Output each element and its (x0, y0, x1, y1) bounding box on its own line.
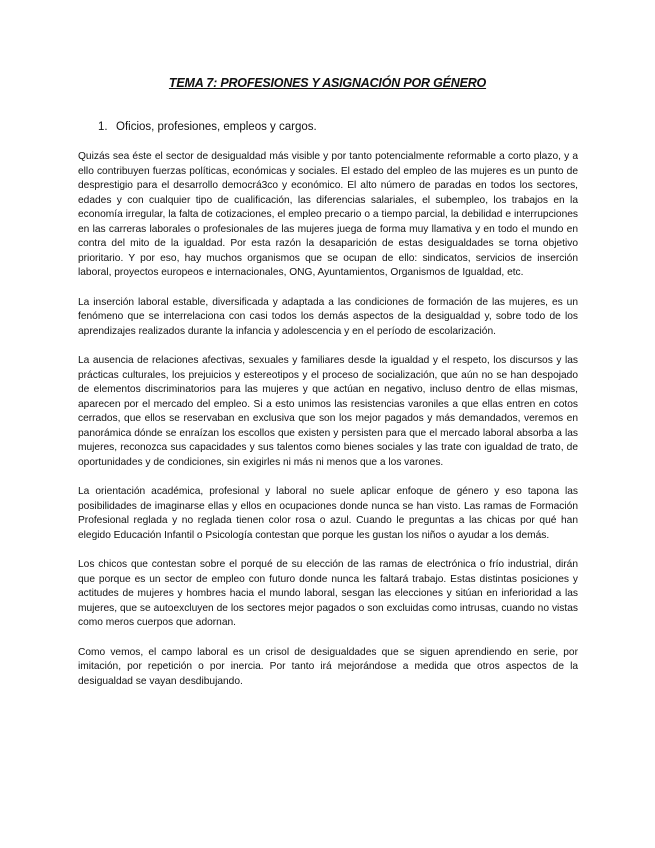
paragraph: La orientación académica, profesional y laboral no suele aplicar enfoque de género y eso tapona las posibilidades de imaginarse ellas y ellos en ocupaciones donde nunca se han visto. Las ramas de Formación Profesional reglada y no reglada tienen color rosa o azul. Cuando le preguntas a las chicas por qué han elegido Educación Infantil o Psicología contestan que porque les gustan los niños o ayudar a los demás. (78, 486, 578, 541)
section-list (98, 121, 317, 133)
section-heading (98, 121, 317, 133)
paragraph: Los chicos que contestan sobre el porqué de su elección de las ramas de electrónica o frío industrial, dirán que porque es un sector de empleo con futuro donde nunca les faltará trabajo. Estas distintas posiciones y actitudes de mujeres y hombres hacia el mundo laboral, sesgan las elecciones y sitúan en inferioridad a las mujeres, que se autoexcluyen de los sectores mejor pagados o son excluidas como intrusas, cuando no vistas como meros cuerpos que adornan. (78, 559, 578, 628)
paragraph: Como vemos, el campo laboral es un crisol de desigualdades que se siguen aprendiendo en serie, por imitación, por repetición o por inercia. Por tanto irá mejorándose a medida que otros aspectos de la desigualdad se vayan desdibujando. (78, 646, 578, 687)
section-number: 1. (98, 121, 108, 133)
document-title: TEMA 7: PROFESIONES Y ASIGNACIÓN POR GÉNERO (168, 76, 487, 90)
paragraph: La inserción laboral estable, diversificada y adaptada a las condiciones de formación de las mujeres, es un fenómeno que se interrelaciona con casi todos los demás aspectos de la desigualdad y, sobre todo de los aprendizajes realizados durante la infancia y adolescencia y en el período de escolarización. (78, 296, 578, 337)
body-text (78, 150, 578, 704)
paragraph: La ausencia de relaciones afectivas, sexuales y familiares desde la igualdad y el respeto, los discursos y las prácticas culturales, los prejuicios y estereotipos y el proceso de socialización, que aún no se han despojado de elementos discriminatorios para las mujeres y que actúan en negativo, incluso dentro de ellas mismas, aparecen por el mercado del empleo. Si a esto unimos las resistencias varoniles a que ellas entren en cotos cerrados, que ellos se reservaban en exclusiva que son los mejor pagados y más demandados, veremos en panorámica dónde se enraízan los escollos que existen y persisten para que el mercado laboral absorba a las mujeres, reconozca sus capacidades y sus talentos como bienes sociales y las trate con igualdad de trato, de oportunidades y de condiciones, sin exigirles ni más ni menos que a los varones. (78, 355, 578, 468)
paragraph: Quizás sea éste el sector de desigualdad más visible y por tanto potencialmente reformable a corto plazo, y a ello contribuyen fuerzas políticas, económicas y sociales. El estado del empleo de las mujeres es un punto de desprestigio para el desarrollo democrá3co y económico. El alto número de paradas en todos los sectores, edades y con cualquier tipo de cualificación, las diferencias salariales, el subempleo, los trabajos en la economía irregular, la falta de cotizaciones, el empleo precario o a tiempo parcial, la debilidad e interrupciones en las carreras laborales o profesionales de las mujeres juega de forma muy llamativa y en todo el mundo en contra del mito de la igualdad. Por esta razón la desaparición de estas desigualdades se torna objetivo prioritario. Y por eso, hay muchos organismos que se ocupan de ello: sindicatos, servicios de inserción laboral, proyectos europeos e internacionales, ONG, Ayuntamientos, Organismos de Igualdad, etc. (78, 151, 578, 278)
section-label: Oficios, profesiones, empleos y cargos. (116, 121, 317, 133)
